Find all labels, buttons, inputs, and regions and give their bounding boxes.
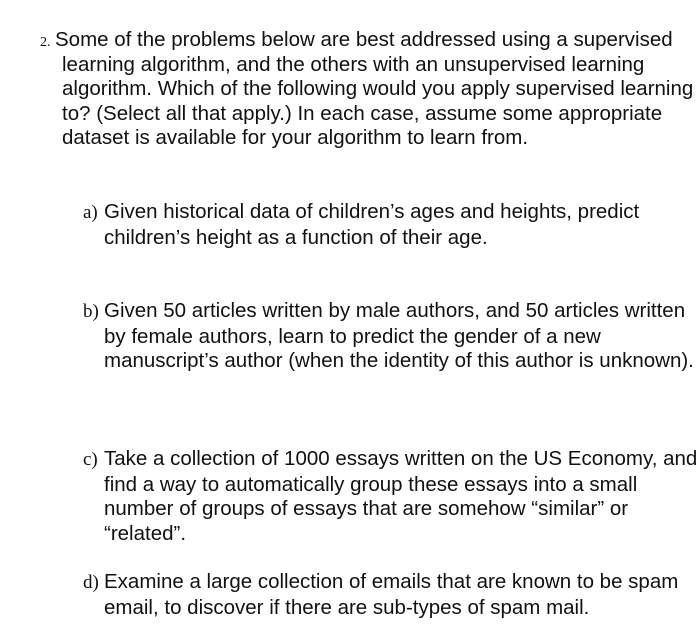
question-stem: Some of the problems below are best addressed using a supervised learning algorithm, and the others with an unsupervised learning algorithm. Which of the following would you apply supervised learning to? (Select all that apply.) In each case, assume some appropriate dataset is available for your algorithm to learn from. (55, 28, 694, 149)
question-number: 2. (40, 35, 51, 50)
option-c-text: Take a collection of 1000 essays written on the US Economy, and find a way to automatically group these essays into a small number of groups of essays that are somehow “similar” or “related”. (104, 447, 698, 545)
option-c (83, 447, 700, 546)
option-d (83, 570, 700, 620)
option-c-letter: c) (83, 449, 98, 470)
option-b-text: Given 50 articles written by male authors, and 50 articles written by female authors, learn to predict the gender of a new manuscript’s author (when the identity of this author is unknown). (104, 299, 694, 372)
option-a (83, 200, 700, 250)
option-d-letter: d) (83, 572, 99, 593)
option-b (83, 299, 700, 374)
option-d-text: Examine a large collection of emails that are known to be spam email, to discover if there are sub-types of spam mail. (104, 570, 679, 619)
option-a-letter: a) (83, 202, 98, 223)
option-b-letter: b) (83, 301, 99, 322)
option-a-text: Given historical data of children’s ages and heights, predict children’s height as a function of their age. (104, 200, 640, 249)
